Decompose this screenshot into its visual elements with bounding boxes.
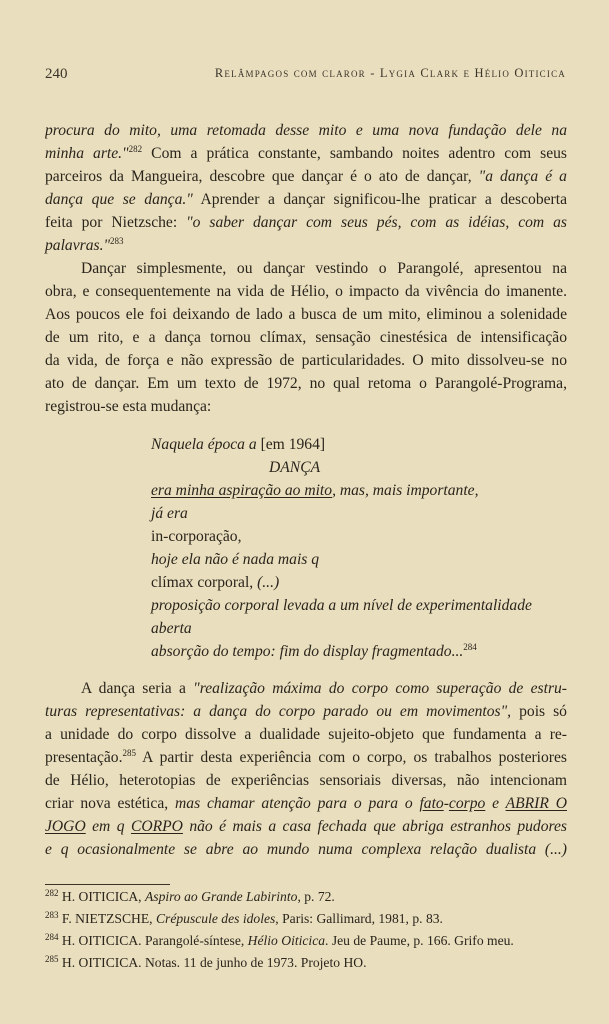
- body-line: da vida, de força e não expressão de particularidades. O mito dissolveu-se no: [45, 352, 567, 369]
- text: CORPO: [130, 818, 183, 835]
- quote-line: in-corporação,: [151, 528, 242, 545]
- body-line: ato de dançar. Em um texto de 1972, no qual retoma o Parangolé-Programa,: [45, 375, 567, 392]
- quote-line: [151, 640, 571, 663]
- body-line: Aos poucos ele foi deixando de lado a busca de um mito, eliminou a solenidade: [45, 306, 567, 323]
- text: JOGO: [45, 818, 86, 835]
- body-line: [45, 142, 567, 165]
- body-line: registrou-se esta mudança:: [45, 398, 212, 415]
- quote-line: proposição corporal levada a um nível de experimentalidade: [151, 597, 532, 614]
- text: parceiros da Mangueira, descobre que dançar é o ato de dançar,: [45, 168, 472, 185]
- text: (...): [253, 574, 280, 591]
- body-line: [45, 188, 567, 211]
- running-title: Relâmpagos com claror - Lygia Clark e Hélio Oiticica: [214, 66, 566, 80]
- text: "a dança é a: [471, 168, 567, 185]
- text: pois só: [511, 703, 567, 720]
- quote-line: hoje ela não é nada mais q: [151, 551, 320, 568]
- text: procura do mito, uma retomada desse mito e uma nova fundação dele na: [45, 122, 567, 139]
- footnote-ref: 283: [110, 236, 124, 246]
- body-line: Dançar simplesmente, ou dançar vestindo o Parangolé, apresentou na: [81, 260, 567, 277]
- footnote-number: 285: [45, 954, 59, 964]
- text: não é mais a casa fechada que abriga estranhos pudores: [182, 818, 567, 835]
- body-line: [45, 815, 567, 838]
- text: [168, 795, 567, 812]
- quote-line: DANÇA: [269, 459, 321, 476]
- text: fato: [419, 795, 444, 812]
- footnote-number: 283: [45, 910, 59, 920]
- footnote: [45, 886, 575, 908]
- body-line: [45, 165, 567, 188]
- text: , mas, mais importante,: [332, 482, 479, 499]
- quote-line: [151, 433, 571, 456]
- text: Hélio Oiticica: [247, 933, 326, 948]
- text: , Paris: Gallimard, 1981, p. 83.: [275, 911, 443, 926]
- text: feita por Nietzsche:: [45, 214, 178, 231]
- page-number: 240: [45, 66, 68, 82]
- text: clímax corporal,: [151, 574, 254, 591]
- text: minha arte.": [45, 145, 129, 162]
- text: mas chamar atenção para o para o: [168, 795, 420, 812]
- body-line: [45, 700, 567, 723]
- body-line: de Hélio, heterotopias de experiências sensoriais diversas, não intencionam: [45, 772, 567, 789]
- body-line: [45, 677, 567, 700]
- text: "realização máxima do corpo como superação de estru-: [185, 680, 567, 697]
- text: . Jeu de Paume, p. 166. Grifo meu.: [325, 933, 514, 948]
- footnote-ref: 285: [122, 748, 136, 758]
- body-line: [45, 234, 567, 257]
- body-line: [45, 211, 567, 234]
- text: F. NIETZSCHE,: [61, 911, 156, 926]
- text: palavras.": [45, 237, 111, 254]
- quote-line: [151, 479, 571, 502]
- text: Naquela época a: [151, 436, 257, 453]
- text: era minha aspiração ao mito: [151, 482, 333, 499]
- body-line: obra, e consequentemente na vida de Hélio, o impacto da vivência do imanente.: [45, 283, 567, 300]
- text: H. OITICICA,: [61, 889, 145, 904]
- text: criar nova estética,: [45, 795, 169, 812]
- body-line: de um rito, e a dança tornou clímax, sensação cinestésica de intensificação: [45, 329, 567, 346]
- body-line: a unidade do corpo dissolve a dualidade sujeito-objeto que fundamenta a re-: [45, 726, 567, 743]
- text: H. OITICICA. Parangolé-síntese,: [61, 933, 248, 948]
- text: em q: [85, 818, 131, 835]
- body-line: [45, 119, 567, 142]
- footnote: [45, 908, 575, 930]
- footnote-ref: 284: [463, 642, 477, 652]
- quote-line: já era: [151, 505, 188, 522]
- text: absorção do tempo: fim do display fragmentado...: [151, 643, 464, 660]
- footnote-number: 284: [45, 932, 59, 942]
- text: dança que se dança.": [45, 191, 193, 208]
- footnote-number: 282: [45, 888, 59, 898]
- text: Com a prática constante, sambando noites adentro com seus: [142, 145, 567, 162]
- quote-line: [151, 571, 571, 594]
- quote-line: aberta: [151, 620, 192, 637]
- text: corpo: [448, 795, 486, 812]
- text: -: [443, 795, 449, 812]
- text: ABRIR O: [505, 795, 567, 812]
- body-line: [45, 792, 567, 815]
- body-line: [45, 746, 567, 769]
- text: Crépuscule des idoles: [155, 911, 276, 926]
- text: A partir desta experiência com o corpo, os trabalhos posteriores: [136, 749, 567, 766]
- text: H. OITICICA. Notas. 11 de junho de 1973. Projeto HO.: [61, 955, 367, 970]
- text: "o saber dançar com seus pés, com as idéias, com as: [177, 214, 567, 231]
- footnote: [45, 930, 575, 952]
- text: turas representativas: a dança do corpo parado ou em movimentos",: [45, 703, 512, 720]
- text: Aprender a dançar significou-lhe praticar a descoberta: [192, 191, 567, 208]
- text: presentação.: [45, 749, 123, 766]
- body-line: e q ocasionalmente se abre ao mundo numa complexa relação dualista (...): [45, 841, 567, 858]
- text: e: [485, 795, 506, 812]
- text: A dança seria a: [81, 680, 186, 697]
- text: , p. 72.: [297, 889, 335, 904]
- text: Aspiro ao Grande Labirinto: [144, 889, 298, 904]
- footnote: [45, 952, 575, 974]
- footnote-divider: [45, 884, 170, 885]
- footnote-ref: 282: [128, 144, 143, 154]
- text: [em 1964]: [256, 436, 326, 453]
